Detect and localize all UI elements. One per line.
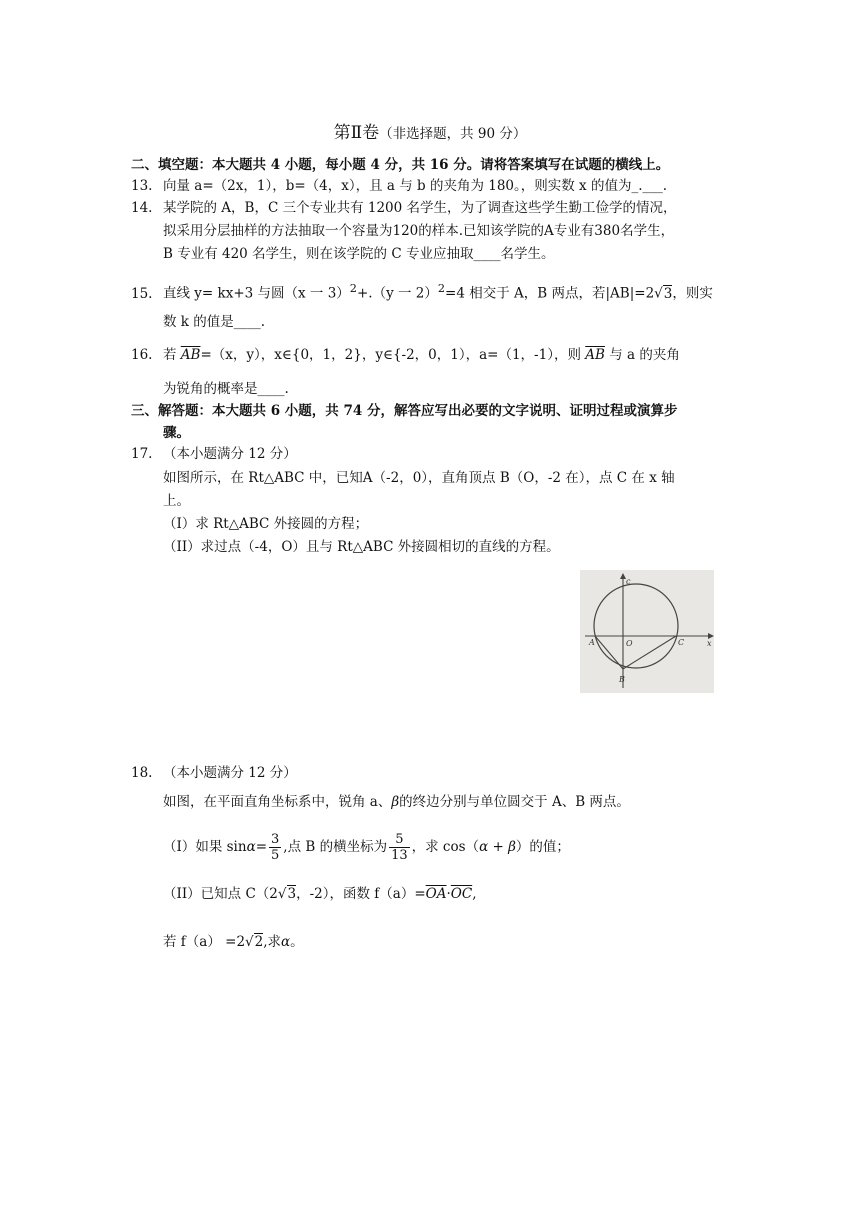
vector-ab: $\overline{AB}$ xyxy=(585,347,605,363)
question-text: +.（y 一 2） xyxy=(356,285,438,302)
question-18-line1 xyxy=(163,793,630,811)
point-b-label: B xyxy=(619,675,625,684)
question-17-part2: （II）求过点（-4，O）且与 Rt△ABC 外接圆相切的直线的方程。 xyxy=(163,539,560,555)
y-axis-label: c xyxy=(626,577,631,586)
circumcircle xyxy=(594,584,678,668)
exponent: 2 xyxy=(437,282,446,295)
dot-operator: · xyxy=(446,886,451,902)
question-17-part1: （Ⅰ）求 Rt△ABC 外接圆的方程； xyxy=(163,516,369,532)
fraction-3-5 xyxy=(269,832,281,863)
question-number: 16. xyxy=(131,347,153,363)
exponent: 2 xyxy=(349,282,357,295)
question-text: 若 f（a） = xyxy=(163,934,237,950)
question-18-part1 xyxy=(163,830,570,864)
sqrt: √2 xyxy=(245,934,264,950)
question-14-line2: 拟采用分层抽样的方法抽取一个容量为120的样本.已知该学院的A专业有380名学生， xyxy=(163,223,675,239)
question-13 xyxy=(131,177,667,195)
question-16 xyxy=(131,346,680,364)
circle-figure xyxy=(580,570,714,693)
equals-sign: = xyxy=(255,839,268,855)
vector-oa: $\overline{OA}$ xyxy=(425,886,447,902)
section-title xyxy=(0,118,860,143)
question-14 xyxy=(131,199,677,217)
alpha-plus-beta: α + β xyxy=(479,839,516,855)
question-text: ,求 xyxy=(263,934,282,950)
symbol-beta: β xyxy=(391,794,400,810)
question-number: 18. xyxy=(131,765,153,781)
question-text: （II）已知点 C（ xyxy=(163,886,270,902)
vector-oc: $\overline{OC}$ xyxy=(450,886,473,902)
question-text: ）的值； xyxy=(515,839,570,855)
origin-label: O xyxy=(626,639,633,648)
question-17-line2: 上。 xyxy=(163,493,190,509)
question-text: 。 xyxy=(290,934,304,950)
fill-blank-heading: 二、填空题：本大题共 4 小题，每小题 4 分，共 16 分。请将答案填写在试题的横线上。 xyxy=(131,157,670,173)
question-15 xyxy=(131,280,713,303)
question-number: 13. xyxy=(131,178,153,194)
question-16-line2: 为锐角的概率是____. xyxy=(163,381,289,397)
question-text: ，则实 xyxy=(672,285,713,302)
title-main: 第Ⅱ卷 xyxy=(333,123,380,143)
coefficient: 2 xyxy=(236,934,246,950)
question-text: 直线 y= kx+3 与圆（x 一 3） xyxy=(163,285,350,302)
question-15-line2: 数 k 的值是____. xyxy=(163,314,266,330)
question-18-part2 xyxy=(163,885,476,903)
circle-diagram xyxy=(580,570,714,693)
segment-ab xyxy=(595,636,623,669)
question-text: 与 a 的夹角 xyxy=(609,347,680,363)
sqrt: √3 xyxy=(277,886,297,902)
question-text: ，-2），函数 f（a）= xyxy=(296,886,426,902)
coefficient: 2 xyxy=(269,886,278,902)
radicand: 3 xyxy=(287,886,297,902)
question-text: ，求 cos（ xyxy=(411,839,480,855)
question-17-line1: 如图所示，在 Rt△ABC 中，已知A（-2，0），直角顶点 B（O，-2 在），点 C 在 x 轴 xyxy=(163,470,675,486)
question-17 xyxy=(131,445,297,463)
score-note: （本小题满分 12 分） xyxy=(163,446,297,462)
question-text: 的终边分别与单位圆交于 A、B 两点。 xyxy=(399,794,630,810)
question-text: =（x，y），x∈{0，1，2}，y∈{-2，0，1），a=（1，-1），则 xyxy=(200,347,581,363)
question-number: 14. xyxy=(131,200,153,216)
point-c-label: C xyxy=(678,638,685,647)
symbol-alpha: α xyxy=(281,934,291,950)
x-axis-label: x xyxy=(707,639,712,648)
title-note: （非选择题，共 90 分） xyxy=(379,126,527,142)
numerator: 5 xyxy=(389,832,410,848)
answer-heading-line1: 三、解答题：本大题共 6 小题，共 74 分，解答应写出必要的文字说明、证明过程或演算步 xyxy=(131,403,678,419)
radicand: 2 xyxy=(254,934,264,950)
question-text: （I）如果 sin xyxy=(163,839,247,855)
question-14-line3: B 专业有 420 名学生，则在该学院的 C 专业应抽取____名学生。 xyxy=(163,246,555,262)
answer-heading-line2: 骤。 xyxy=(163,425,190,441)
fraction-5-13 xyxy=(389,832,410,863)
question-number: 15. xyxy=(131,285,153,302)
question-18-part3 xyxy=(163,933,304,951)
radicand: 3 xyxy=(663,285,673,302)
question-text: 某学院的 A，B，C 三个专业共有 1200 名学生，为了调查这些学生勤工俭学的情况， xyxy=(163,200,677,216)
question-text: ,点 B 的横坐标为 xyxy=(283,839,388,855)
question-18 xyxy=(131,764,297,782)
question-number: 17. xyxy=(131,446,153,462)
vector-ab: $\overline{AB}$ xyxy=(180,347,201,363)
denominator: 13 xyxy=(391,848,408,863)
question-text: 向量 a=（2x，1），b=（4，x），且 a 与 b 的夹角为 180。，则实数 x 的值为_.___. xyxy=(163,178,668,194)
symbol-alpha: α xyxy=(246,839,256,855)
point-a-label: A xyxy=(589,638,595,647)
question-text: , xyxy=(472,886,477,902)
question-text: 如图，在平面直角坐标系中，锐角 a、 xyxy=(163,794,392,810)
denominator: 5 xyxy=(271,848,280,863)
score-note: （本小题满分 12 分） xyxy=(163,765,297,781)
sqrt: √3 xyxy=(654,285,673,302)
numerator: 3 xyxy=(271,832,280,847)
question-text: 若 xyxy=(163,347,177,363)
question-text: =4 相交于 A，B 两点，若|AB|=2 xyxy=(445,285,655,302)
